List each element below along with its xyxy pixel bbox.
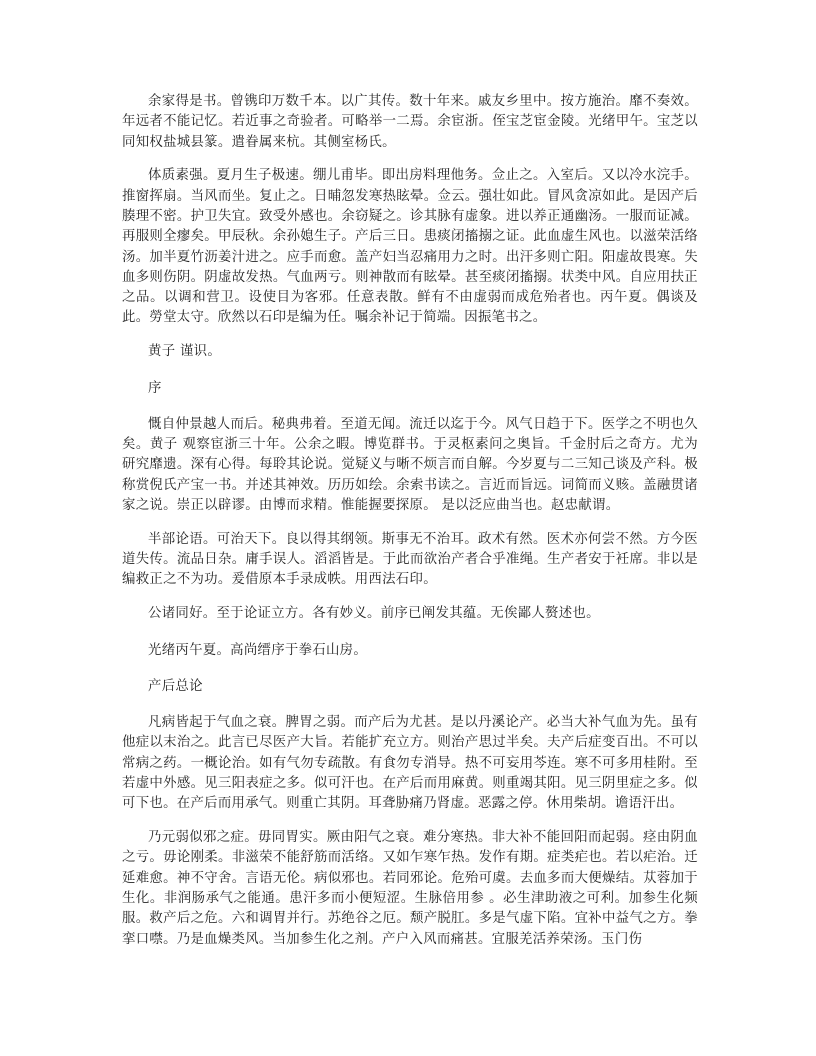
paragraph-preface-1: 余家得是书。曾镌印万数千本。以广其传。数十年来。戚友乡里中。按方施治。靡不奏效。年远者不能记忆。若近事之奇验者。可略举一二焉。余宦浙。侄宝芝宦金陵。光绪甲午。宝芝以同知权盐城县篆。遣眷属来杭。其侧室杨氏。 (122, 94, 698, 150)
paragraph-date-signature: 光绪丙午夏。高尚缙序于拳石山房。 (148, 642, 368, 658)
paragraph-signature: 黄子 谨识。 (148, 344, 222, 360)
paragraph-preface-4: 半部论语。可治天下。良以得其纲领。斯事无不治耳。政术有然。医术亦何尝不然。方今医道失传。流品日杂。庸手误人。滔滔皆是。于此而欲治产者合乎准绳。生产者安于衽席。非以是编救正之不为功。爰借原本手录成帙。用西法石印。 (122, 531, 698, 588)
paragraph-preface-5: 公诸同好。至于论证立方。各有妙义。前序已阐发其蕴。无俟鄙人赘述也。 (148, 606, 600, 622)
paragraph-preface-3: 慨自仲景越人而后。秘典弗着。至道无闻。流迁以迄于今。风气日趋于下。医学之不明也久矣。黄子 观察宦浙三十年。公余之暇。博览群书。于灵枢素问之奥旨。千金肘后之奇方。尤为研究靡遗。深有心得。每聆其论说。觉疑义与晰不烦言而自解。今岁夏与二三知己谈及产科。极称赏倪氏产宝一书。并述其神效。历历如绘。余索书读之。言近而旨远。词简而义赅。盖融贯诸家之说。崇正以辟谬。由博而求精。惟能握要探原。 是以泛应曲当也。赵忠献谓。 (122, 416, 698, 514)
paragraph-preface-2: 体质素强。夏月生子极速。绷儿甫毕。即出房料理他务。佥止之。入室后。又以冷水浣手。推窗挥扇。当风而坐。复止之。日晡忽发寒热眩晕。佥云。强壮如此。冒风贪凉如此。是因产后腠理不密。护卫失宜。致受外感也。余窃疑之。诊其脉有虚象。进以养正通幽汤。一服而证减。再服则全瘳矣。甲辰秋。余孙媳生子。产后三日。患痰闭搐搦之证。此血虚生风也。以滋荣活络汤。加半夏竹沥姜汁进之。应手而愈。盖产妇当忍痛用力之时。出汗多则亡阳。阳虚故畏寒。失血多则伤阴。阴虚故发热。气血两亏。则神散而有眩晕。甚至痰闭搐搦。状类中风。自应用扶正之品。以调和营卫。设使目为客邪。任意表散。鲜有不由虚弱而成危殆者也。丙午夏。偶谈及此。勞堂太守。欣然以石印是编为任。嘱余补记于简端。因振笔书之。 (122, 168, 698, 326)
section-heading-general-discussion: 产后总论 (148, 678, 203, 694)
paragraph-general-1: 凡病皆起于气血之衰。脾胃之弱。而产后为尤甚。是以丹溪论产。必当大补气血为先。虽有他症以末治之。此言已尽医产大旨。若能扩充立方。则治产思过半矣。夫产后症变百出。不可以常病之药。一概论治。如有气勿专疏散。有食勿专消导。热不可妄用芩连。寒不可多用桂附。至若虚中外感。见三阳表症之多。似可汗也。在产后而用麻黄。则重竭其阳。见三阴里症之多。似可下也。在产后而用承气。则重亡其阴。耳聋胁痛乃肾虚。恶露之停。休用柴胡。谵语汗出。 (122, 715, 698, 812)
section-heading-preface: 序 (148, 380, 162, 396)
paragraph-general-2: 乃元弱似邪之症。毋同胃实。厥由阳气之衰。难分寒热。非大补不能回阳而起弱。痉由阴血之亏。毋论刚柔。非滋荣不能舒筋而活络。又如乍寒乍热。发作有期。症类疟也。若以疟治。迁延难愈。神不守舍。言语无伦。病似邪也。若同邪论。危殆可虞。去血多而大便燥结。苁蓉加于生化。非润肠承气之能通。患汗多而小便短涩。生脉倍用参 。必生津助液之可利。加参生化频服。救产后之危。六和调胃并行。苏绝谷之厄。颓产脱肛。多是气虚下陷。宜补中益气之方。拳挛口噤。乃是血燥类风。当加参生化之剂。产户入风而痛甚。宜服羌活养荣汤。玉门伤 (122, 830, 698, 947)
document-page (122, 92, 698, 963)
